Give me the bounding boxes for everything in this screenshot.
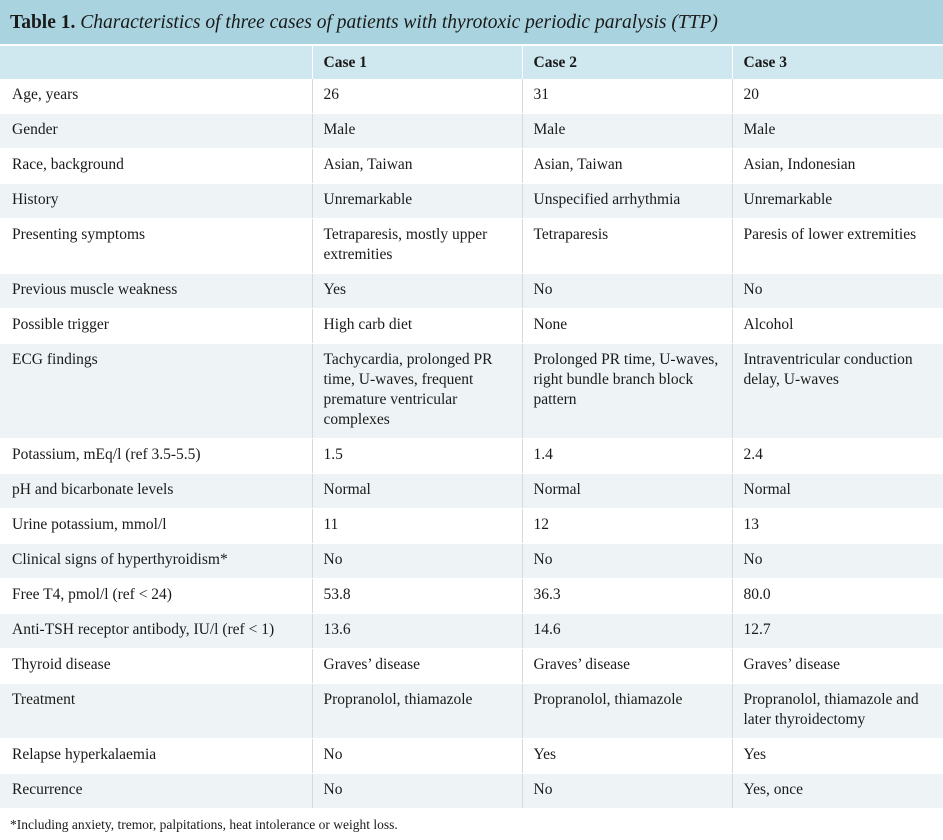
case-2-cell: No: [522, 544, 732, 579]
table-row: [0, 184, 943, 219]
case-2-cell: 36.3: [522, 579, 732, 614]
case-3-cell: Asian, Indonesian: [732, 149, 943, 184]
case-1-cell: 53.8: [312, 579, 522, 614]
table-row: [0, 579, 943, 614]
case-2-cell: Graves’ disease: [522, 649, 732, 684]
table-caption: [0, 0, 943, 46]
case-3-cell: 2.4: [732, 439, 943, 474]
table-row: [0, 309, 943, 344]
case-2-cell: None: [522, 309, 732, 344]
case-1-cell: Unremarkable: [312, 184, 522, 219]
row-label-cell: Anti-TSH receptor antibody, IU/l (ref < 1): [0, 614, 312, 649]
case-2-cell: 1.4: [522, 439, 732, 474]
row-label-cell: Race, background: [0, 149, 312, 184]
table-row: [0, 274, 943, 309]
case-3-cell: 80.0: [732, 579, 943, 614]
case-3-cell: Normal: [732, 474, 943, 509]
table-body: [0, 79, 943, 809]
table-footnote: *Including anxiety, tremor, palpitations, heat intolerance or weight loss.: [10, 817, 398, 832]
case-3-cell: No: [732, 544, 943, 579]
header-cell-case-2: Case 2: [522, 46, 732, 79]
case-1-cell: No: [312, 739, 522, 774]
table-title: Characteristics of three cases of patients with thyrotoxic periodic paralysis (TTP): [80, 12, 718, 33]
case-3-cell: Graves’ disease: [732, 649, 943, 684]
table-row: [0, 79, 943, 114]
case-2-cell: Prolonged PR time, U-waves, right bundle branch block pattern: [522, 344, 732, 439]
row-label-cell: pH and bicarbonate levels: [0, 474, 312, 509]
case-2-cell: Normal: [522, 474, 732, 509]
case-1-cell: Tetraparesis, mostly upper extremities: [312, 219, 522, 274]
case-3-cell: 13: [732, 509, 943, 544]
case-3-cell: Unremarkable: [732, 184, 943, 219]
row-label-cell: Gender: [0, 114, 312, 149]
header-cell-case-1: Case 1: [312, 46, 522, 79]
row-label-cell: Thyroid disease: [0, 649, 312, 684]
row-label-cell: Previous muscle weakness: [0, 274, 312, 309]
row-label-cell: Treatment: [0, 684, 312, 739]
case-2-cell: Male: [522, 114, 732, 149]
table-row: [0, 739, 943, 774]
table-row: [0, 114, 943, 149]
row-label-cell: Recurrence: [0, 774, 312, 809]
case-3-cell: Yes, once: [732, 774, 943, 809]
case-1-cell: No: [312, 774, 522, 809]
case-3-cell: Alcohol: [732, 309, 943, 344]
table-row: [0, 149, 943, 184]
row-label-cell: History: [0, 184, 312, 219]
row-label-cell: Age, years: [0, 79, 312, 114]
case-2-cell: Unspecified arrhythmia: [522, 184, 732, 219]
case-3-cell: Paresis of lower extremities: [732, 219, 943, 274]
case-2-cell: Yes: [522, 739, 732, 774]
table-row: [0, 439, 943, 474]
case-1-cell: Tachycardia, prolonged PR time, U-waves, frequent premature ventricular complexes: [312, 344, 522, 439]
case-2-cell: Tetraparesis: [522, 219, 732, 274]
row-label-cell: Urine potassium, mmol/l: [0, 509, 312, 544]
case-2-cell: No: [522, 774, 732, 809]
case-3-cell: Propranolol, thiamazole and later thyroidectomy: [732, 684, 943, 739]
table-row: [0, 614, 943, 649]
case-1-cell: Propranolol, thiamazole: [312, 684, 522, 739]
case-2-cell: Propranolol, thiamazole: [522, 684, 732, 739]
case-1-cell: 13.6: [312, 614, 522, 649]
case-3-cell: 12.7: [732, 614, 943, 649]
table-row: [0, 774, 943, 809]
case-2-cell: 31: [522, 79, 732, 114]
case-1-cell: 1.5: [312, 439, 522, 474]
row-label-cell: Clinical signs of hyperthyroidism*: [0, 544, 312, 579]
case-3-cell: Intraventricular conduction delay, U-waves: [732, 344, 943, 439]
case-2-cell: 12: [522, 509, 732, 544]
header-cell-case-3: Case 3: [732, 46, 943, 79]
header-row: [0, 46, 943, 79]
case-1-cell: Yes: [312, 274, 522, 309]
case-2-cell: Asian, Taiwan: [522, 149, 732, 184]
case-3-cell: 20: [732, 79, 943, 114]
table-row: [0, 544, 943, 579]
case-1-cell: 11: [312, 509, 522, 544]
table-row: [0, 684, 943, 739]
table-label: Table 1.: [10, 12, 76, 33]
row-label-cell: Possible trigger: [0, 309, 312, 344]
case-3-cell: No: [732, 274, 943, 309]
case-2-cell: No: [522, 274, 732, 309]
table-row: [0, 344, 943, 439]
row-label-cell: Free T4, pmol/l (ref < 24): [0, 579, 312, 614]
case-1-cell: No: [312, 544, 522, 579]
case-2-cell: 14.6: [522, 614, 732, 649]
row-label-cell: Presenting symptoms: [0, 219, 312, 274]
case-1-cell: Asian, Taiwan: [312, 149, 522, 184]
case-1-cell: Graves’ disease: [312, 649, 522, 684]
case-3-cell: Male: [732, 114, 943, 149]
case-1-cell: Male: [312, 114, 522, 149]
table-row: [0, 649, 943, 684]
row-label-cell: Potassium, mEq/l (ref 3.5-5.5): [0, 439, 312, 474]
case-1-cell: High carb diet: [312, 309, 522, 344]
row-label-cell: ECG findings: [0, 344, 312, 439]
case-1-cell: 26: [312, 79, 522, 114]
case-1-cell: Normal: [312, 474, 522, 509]
table-row: [0, 474, 943, 509]
header-cell-blank: [0, 46, 312, 79]
row-label-cell: Relapse hyperkalaemia: [0, 739, 312, 774]
table-row: [0, 509, 943, 544]
characteristics-table: [0, 46, 943, 809]
case-3-cell: Yes: [732, 739, 943, 774]
table-row: [0, 219, 943, 274]
